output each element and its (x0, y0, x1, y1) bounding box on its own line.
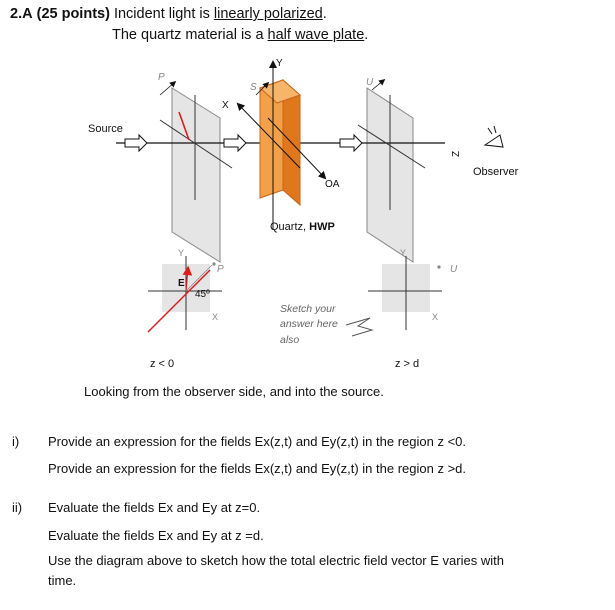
title-link: linearly polarized (213, 6, 323, 22)
label-p: P (158, 72, 165, 83)
looking-caption: Looking from the observer side, and into the source. (84, 384, 384, 399)
label-oa: OA (325, 179, 340, 190)
left-label-x: X (212, 312, 219, 322)
left-plot (148, 248, 224, 332)
left-label-p: P (217, 264, 224, 275)
problem-points: (25 points) (36, 6, 110, 22)
sketch-note-line1: Sketch your (280, 303, 336, 315)
label-observer: Observer (473, 166, 519, 178)
label-s: S (250, 82, 257, 93)
question-ii-label: ii) (12, 500, 23, 515)
left-label-e: E (178, 278, 185, 289)
right-label-x: X (432, 312, 439, 322)
left-label-y: Y (178, 248, 185, 258)
label-u: U (366, 77, 374, 88)
label-quartz-text: Quartz, (270, 221, 310, 233)
right-label-y: Y (400, 248, 407, 258)
left-p-dot (212, 262, 215, 265)
sketch-note-line3: also (280, 334, 300, 346)
label-z: Z (451, 150, 462, 157)
question-ii-line1: Evaluate the fields Ex and Ey at z=0. (48, 500, 261, 515)
subtitle-link: half wave plate (267, 27, 365, 43)
question-ii-line4: time. (48, 573, 77, 588)
label-source: Source (88, 123, 123, 135)
label-z-less: z < 0 (150, 358, 175, 370)
question-i-line2: Provide an expression for the fields Ex(z,t) and Ey(z,t) in the region z >d. (48, 461, 467, 476)
title-text: Incident light is (113, 6, 214, 22)
label-quartz (270, 221, 335, 233)
problem-number: 2.A (10, 6, 33, 22)
observer-eye-icon (485, 126, 503, 147)
u-arrow (372, 80, 384, 90)
left-label-angle: 45º (195, 289, 210, 300)
label-x: X (222, 100, 229, 111)
question-ii-line2: Evaluate the fields Ex and Ey at z =d. (48, 528, 264, 543)
question-ii-line3: Use the diagram above to sketch how the total electric field vector E varies with (48, 553, 504, 568)
question-i-line1: Provide an expression for the fields Ex(z,t) and Ey(z,t) in the region z <0. (48, 434, 467, 449)
subtitle-period: . (364, 27, 369, 43)
title-period: . (322, 6, 327, 22)
sketch-note-line2: answer here (280, 318, 338, 330)
subtitle-text: The quartz material is a (112, 27, 268, 43)
right-u-dot (437, 265, 440, 268)
label-hwp: HWP (309, 221, 335, 233)
question-i-label: i) (12, 434, 20, 449)
label-y: Y (276, 58, 283, 69)
right-label-u: U (450, 264, 458, 275)
label-z-greater: z > d (395, 358, 420, 370)
sketch-arrow-icon (346, 318, 372, 336)
